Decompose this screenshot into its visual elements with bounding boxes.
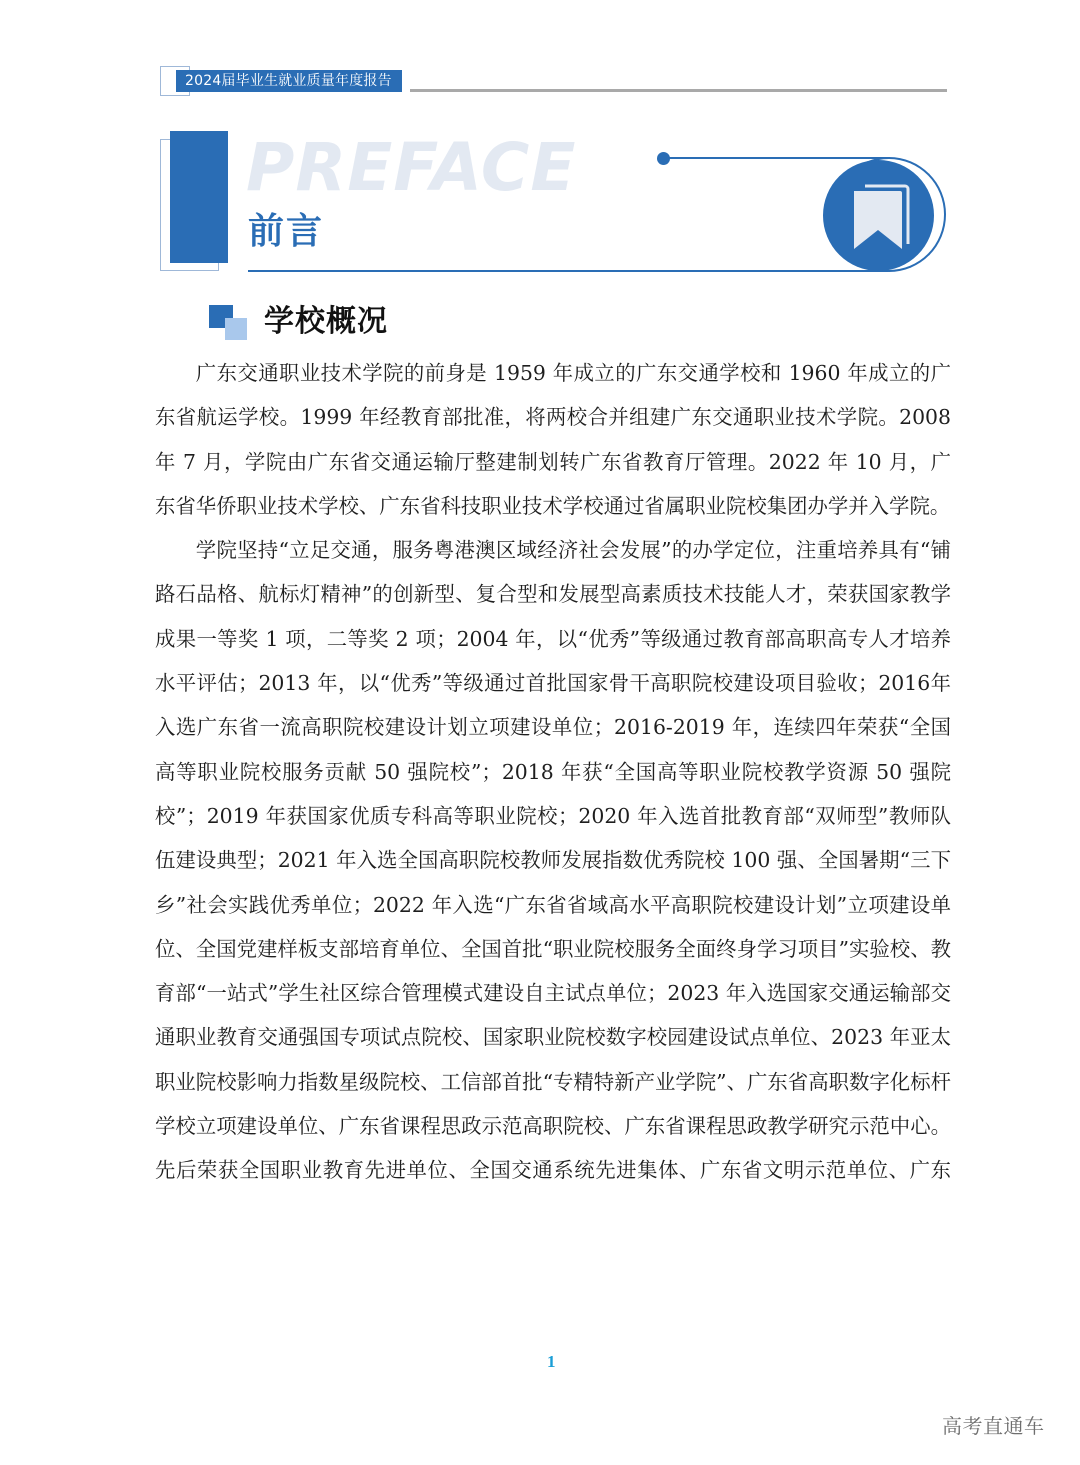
banner-underline bbox=[248, 270, 888, 272]
report-title-tag: 2024届毕业生就业质量年度报告 bbox=[176, 70, 402, 92]
page-number: 1 bbox=[547, 1352, 556, 1371]
section-title: 学校概况 bbox=[264, 304, 388, 339]
banner-top-line bbox=[668, 157, 890, 159]
chapter-title: 前言 bbox=[248, 211, 325, 252]
header-rule bbox=[410, 89, 947, 92]
paragraph-achievements: 学院坚持“立足交通，服务粤港澳区域经济社会发展”的办学定位，注重培养具有“铺路石品格、航标灯精神”的创新型、复合型和发展型高素质技术技能人才，荣获国家教学成果一等奖 1 项，二等奖 2 项；2004 年，以“优秀”等级通过教育部高职高专人才培养水平评估；2013 年，以“优秀”等级通过首批国家骨干高职院校建设项目验收；2016年入选广东省一流高职院校建设计划立项建设单位；2016-2019 年，连续四年荣获“全国高等职业院校服务贡献 50 强院校”；2018 年获“全国高等职业院校教学资源 50 强院校”；2019 年获国家优质专科高等职业院校；2020 年入选首批教育部“双师型”教师队伍建设典型；2021 年入选全国高职院校教师发展指数优秀院校 100 强、全国暑期“三下乡”社会实践优秀单位；2022 年入选“广东省省域高水平高职院校建设计划”立项建设单位、全国党建样板支部培育单位、全国首批“职业院校服务全面终身学习项目”实验校、教育部“一站式”学生社区综合管理模式建设自主试点单位；2023 年入选国家交通运输部交通职业教育交通强国专项试点院校、国家职业院校数字校园建设试点单位、2023 年亚太职业院校影响力指数星级院校、工信部首批“专精特新产业学院”、广东省高职数字化标杆学校立项建设单位、广东省课程思政示范高职院校、广东省课程思政教学研究示范中心。先后荣获全国职业教育先进单位、全国交通系统先进集体、广东省文明示范单位、广东 bbox=[155, 538, 951, 1183]
banner-english-title: PREFACE bbox=[246, 129, 577, 206]
paragraph-history: 广东交通职业技术学院的前身是 1959 年成立的广东交通学校和 1960 年成立的广东省航运学校。1999 年经教育部批准，将两校合并组建广东交通职业技术学院。2008 年 7 月，学院由广东省交通运输厅整建制划转广东省教育厅管理。2022 年 10 月，广东省华侨职业技术学校、广东省科技职业技术学校通过省属职业院校集团办学并入学院。 bbox=[155, 361, 951, 518]
body-text bbox=[155, 351, 951, 1193]
bookmark-icon bbox=[823, 160, 934, 271]
section-icon-square-light bbox=[225, 318, 247, 340]
watermark: 高考直通车 bbox=[942, 1414, 1045, 1438]
banner-blue-block bbox=[170, 131, 228, 263]
bookmark-badge bbox=[823, 160, 934, 271]
